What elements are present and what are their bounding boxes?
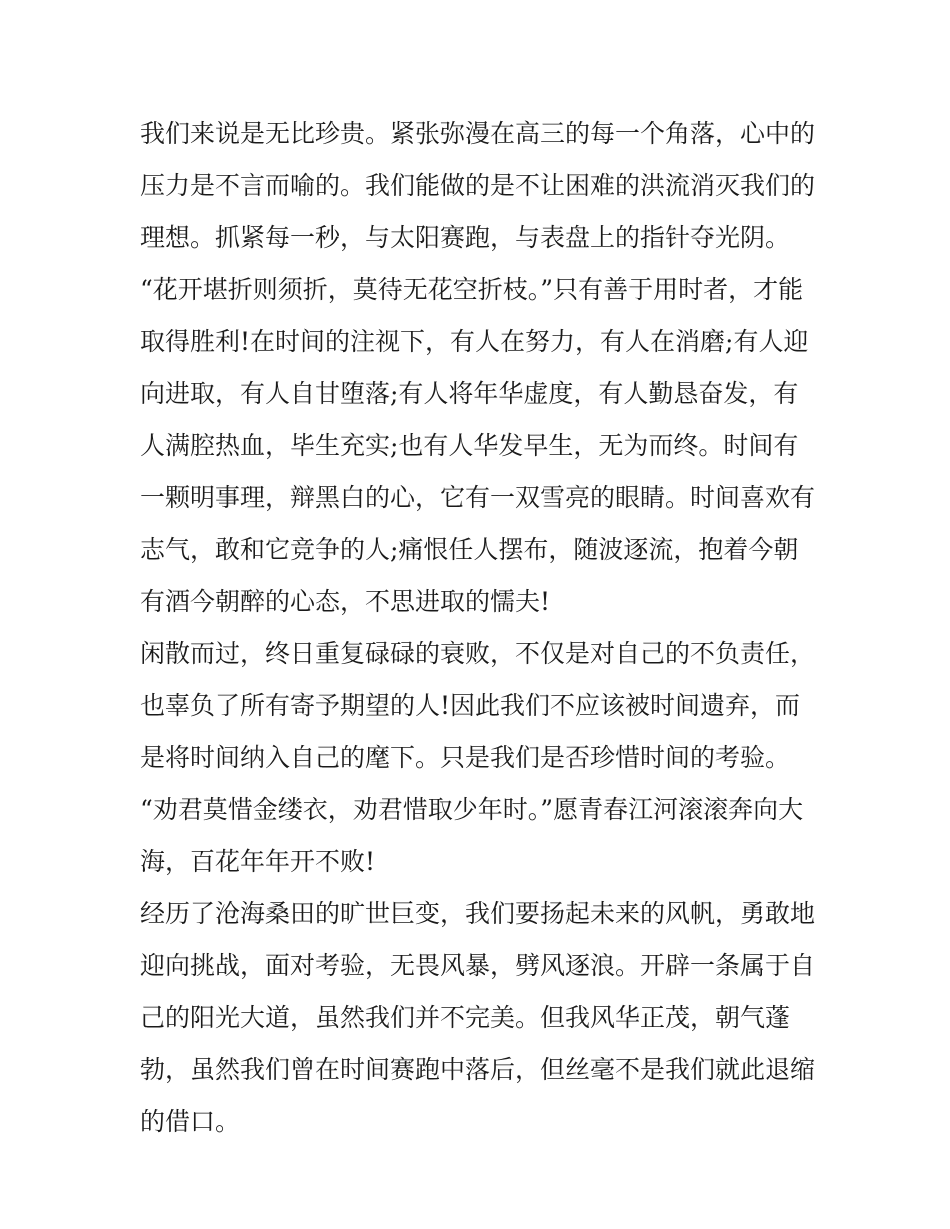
text-line: 勃，虽然我们曾在时间赛跑中落后，但丝毫不是我们就此退缩 xyxy=(140,1055,816,1084)
text-line: “劝君莫惜金缕衣，劝君惜取少年时。”愿青春江河滚滚奔向大 xyxy=(140,795,804,824)
text-line: “花开堪折则须折，莫待无花空折枝。”只有善于用时者，才能 xyxy=(140,275,804,304)
text-line: 经历了沧海桑田的旷世巨变，我们要扬起未来的风帆，勇敢地 xyxy=(140,899,816,928)
text-line: 迎向挑战，面对考验，无畏风暴，劈风逐浪。开辟一条属于自 xyxy=(140,951,816,980)
text-line: 己的阳光大道，虽然我们并不完美。但我风华正茂，朝气蓬 xyxy=(140,1003,791,1032)
body-text xyxy=(140,108,820,1148)
text-line: 闲散而过，终日重复碌碌的衰败，不仅是对自己的不负责任， xyxy=(140,639,816,668)
text-line: 有酒今朝醉的心态，不思进取的懦夫! xyxy=(140,587,551,616)
text-line: 也辜负了所有寄予期望的人!因此我们不应该被时间遗弃，而 xyxy=(140,691,801,720)
text-line: 取得胜利!在时间的注视下，有人在努力，有人在消磨;有人迎 xyxy=(140,327,809,356)
text-line: 是将时间纳入自己的麾下。只是我们是否珍惜时间的考验。 xyxy=(140,743,791,772)
text-line: 人满腔热血，毕生充实;也有人华发早生，无为而终。时间有 xyxy=(140,431,799,460)
text-line: 海，百花年年开不败! xyxy=(140,847,376,876)
text-line: 向进取，有人自甘堕落;有人将年华虚度，有人勤恳奋发，有 xyxy=(140,379,799,408)
text-line: 的借口。 xyxy=(140,1107,241,1136)
text-line: 一颗明事理，辩黑白的心，它有一双雪亮的眼睛。时间喜欢有 xyxy=(140,483,816,512)
text-line: 志气，敢和它竞争的人;痛恨任人摆布，随波逐流，抱着今朝 xyxy=(140,535,799,564)
text-line: 我们来说是无比珍贵。紧张弥漫在高三的每一个角落，心中的 xyxy=(140,119,816,148)
text-line: 压力是不言而喻的。我们能做的是不让困难的洪流消灭我们的 xyxy=(140,171,816,200)
text-line: 理想。抓紧每一秒，与太阳赛跑，与表盘上的指针夺光阴。 xyxy=(140,223,791,252)
